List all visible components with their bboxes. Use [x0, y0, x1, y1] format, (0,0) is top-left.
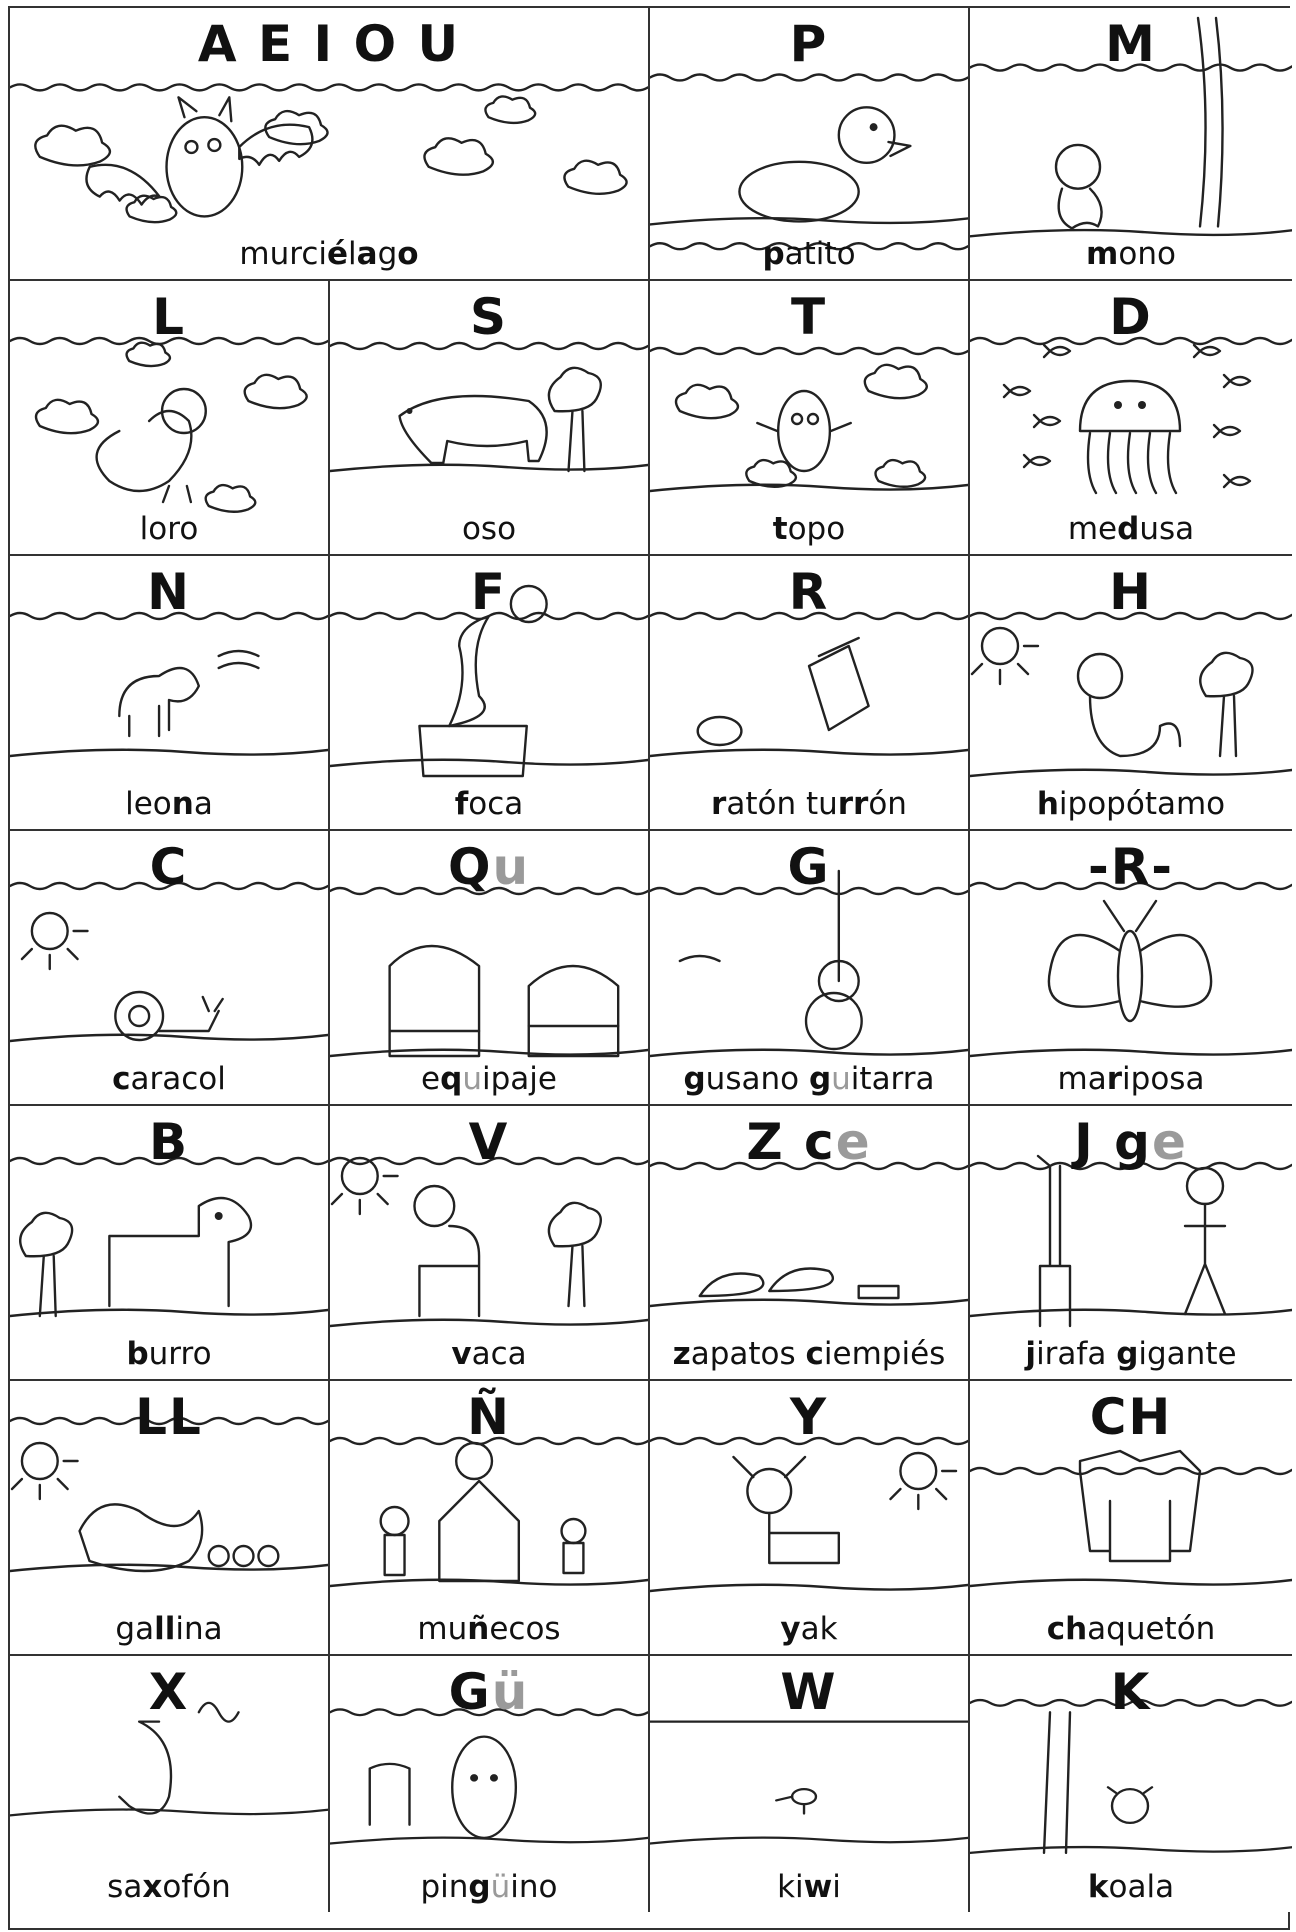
- letter-part: -R-: [1087, 838, 1174, 896]
- letter-part: V: [468, 1113, 510, 1171]
- card-enye: [330, 1381, 650, 1656]
- word-part: iempiés: [823, 1336, 946, 1372]
- letter-heading: [970, 1664, 1292, 1720]
- word-part: ino: [510, 1869, 558, 1905]
- letter-heading: [330, 289, 648, 345]
- letter-heading: [330, 1114, 648, 1170]
- word-part: rr: [837, 786, 869, 822]
- example-word: [10, 235, 648, 273]
- word-part: pin: [420, 1869, 469, 1905]
- letter-part: e: [835, 1113, 872, 1171]
- word-part: x: [142, 1869, 163, 1905]
- word-part: ch: [1046, 1611, 1088, 1647]
- card-b: [10, 1106, 330, 1381]
- card-ch: [970, 1381, 1292, 1656]
- card-qu: [330, 831, 650, 1106]
- word-part: usa: [1139, 511, 1195, 547]
- word-part: ón: [868, 786, 907, 822]
- letter-heading: [10, 1389, 328, 1445]
- letter-part: e: [1151, 1113, 1188, 1171]
- letter-heading: [650, 289, 968, 345]
- word-part: a: [193, 786, 213, 822]
- card-w: [650, 1656, 970, 1912]
- word-part: b: [126, 1336, 149, 1372]
- example-word: [10, 1610, 328, 1648]
- word-part: k: [1087, 1869, 1109, 1905]
- letter-part: Q: [447, 838, 493, 896]
- word-part: ga: [115, 1611, 155, 1647]
- letter-part: G: [448, 1663, 492, 1721]
- card-c: [10, 831, 330, 1106]
- word-part: oala: [1108, 1869, 1175, 1905]
- word-part: usano: [705, 1061, 809, 1097]
- word-part: r: [1106, 1061, 1123, 1097]
- word-part: f: [454, 786, 469, 822]
- letter-part: R: [788, 563, 830, 621]
- letter-heading: [970, 839, 1292, 895]
- example-word: [970, 1610, 1292, 1648]
- example-word: [650, 1335, 968, 1373]
- letter-part: W: [780, 1663, 838, 1721]
- card-l: [10, 281, 330, 556]
- word-part: e: [421, 1061, 441, 1097]
- card-n: [10, 556, 330, 831]
- letter-heading: [330, 839, 648, 895]
- letter-part: H: [1109, 563, 1153, 621]
- letter-heading: [10, 1114, 328, 1170]
- letter-part: S: [469, 288, 508, 346]
- example-word: [970, 510, 1292, 548]
- word-part: y: [780, 1611, 801, 1647]
- example-word: [970, 1335, 1292, 1373]
- card-vowels: [10, 8, 650, 281]
- letter-heading: [650, 1664, 968, 1720]
- example-word: [330, 1060, 648, 1098]
- letter-heading: [330, 1664, 648, 1720]
- example-word: [330, 1868, 648, 1906]
- word-part: l: [348, 236, 357, 272]
- word-part: aquetón: [1087, 1611, 1216, 1647]
- letter-part: u: [492, 838, 531, 896]
- word-part: aracol: [130, 1061, 226, 1097]
- word-part: ofón: [162, 1869, 231, 1905]
- word-part: atón tu: [726, 786, 838, 822]
- alphabet-sheet: [8, 6, 1290, 1930]
- letter-heading: [650, 16, 968, 72]
- card-ll: [10, 1381, 330, 1656]
- word-part: ak: [800, 1611, 838, 1647]
- card-v: [330, 1106, 650, 1381]
- word-part: z: [672, 1336, 691, 1372]
- word-part: oca: [468, 786, 524, 822]
- word-part: g: [468, 1869, 491, 1905]
- word-part: atito: [784, 236, 856, 272]
- word-part: a: [356, 236, 378, 272]
- letter-part: K: [1110, 1663, 1152, 1721]
- word-part: apatos: [690, 1336, 806, 1372]
- card-g: [650, 831, 970, 1106]
- example-word: [10, 1868, 328, 1906]
- letter-heading: [970, 564, 1292, 620]
- letter-part: N: [147, 563, 191, 621]
- letter-part: G: [787, 838, 831, 896]
- letter-part: L: [152, 288, 186, 346]
- word-part: ina: [175, 1611, 223, 1647]
- word-part: g: [808, 1061, 832, 1097]
- letter-heading: [970, 16, 1292, 72]
- example-word: [650, 1610, 968, 1648]
- word-part: ipopótamo: [1058, 786, 1226, 822]
- word-part: opo: [787, 511, 846, 547]
- example-word: [970, 1868, 1292, 1906]
- word-part: urro: [148, 1336, 212, 1372]
- letter-heading: [650, 564, 968, 620]
- letter-part: D: [1109, 288, 1153, 346]
- word-part: g: [683, 1061, 706, 1097]
- letter-part: Z c: [746, 1113, 836, 1171]
- word-part: é: [327, 236, 349, 272]
- letter-part: CH: [1089, 1388, 1173, 1446]
- letter-part: LL: [135, 1388, 203, 1446]
- letter-part: X: [148, 1663, 190, 1721]
- word-part: sa: [107, 1869, 143, 1905]
- example-word: [10, 510, 328, 548]
- word-part: v: [451, 1336, 472, 1372]
- example-word: [330, 785, 648, 823]
- card-y: [650, 1381, 970, 1656]
- word-part: i: [832, 1869, 841, 1905]
- letter-part: P: [789, 15, 829, 73]
- word-part: n: [171, 786, 194, 822]
- word-part: igante: [1138, 1336, 1237, 1372]
- word-part: m: [1086, 236, 1119, 272]
- example-word: [970, 235, 1292, 273]
- word-part: ono: [1118, 236, 1176, 272]
- word-part: ipaje: [481, 1061, 557, 1097]
- card-j-ge: [970, 1106, 1292, 1381]
- example-word: [10, 1335, 328, 1373]
- word-part: ma: [1057, 1061, 1107, 1097]
- word-part: ll: [154, 1611, 176, 1647]
- word-part: ki: [777, 1869, 804, 1905]
- example-word: [330, 1610, 648, 1648]
- word-part: c: [805, 1336, 824, 1372]
- example-word: [10, 1060, 328, 1098]
- letter-part: B: [148, 1113, 190, 1171]
- card-z-ce: [650, 1106, 970, 1381]
- example-word: [650, 510, 968, 548]
- letter-heading: [10, 16, 648, 72]
- example-word: [650, 785, 968, 823]
- word-part: p: [762, 236, 785, 272]
- word-part: mu: [417, 1611, 468, 1647]
- letter-part: ü: [491, 1663, 530, 1721]
- word-part: ecos: [489, 1611, 561, 1647]
- word-part: r: [711, 786, 727, 822]
- card-p: [650, 8, 970, 281]
- letter-heading: [330, 564, 648, 620]
- letter-part: Ñ: [467, 1388, 511, 1446]
- word-part: r: [167, 511, 180, 547]
- card-k: [970, 1656, 1292, 1912]
- letter-heading: [650, 839, 968, 895]
- example-word: [970, 785, 1292, 823]
- word-part: d: [1117, 511, 1140, 547]
- letter-heading: [650, 1389, 968, 1445]
- letter-heading: [10, 564, 328, 620]
- word-part: t: [772, 511, 788, 547]
- letter-part: Y: [789, 1388, 829, 1446]
- card-x: [10, 1656, 330, 1912]
- word-part: irafa: [1036, 1336, 1117, 1372]
- letter-part: T: [790, 288, 828, 346]
- word-part: itarra: [850, 1061, 935, 1097]
- word-part: o: [179, 511, 199, 547]
- word-part: c: [112, 1061, 131, 1097]
- word-part: q: [440, 1061, 463, 1097]
- example-word: [970, 1060, 1292, 1098]
- example-word: [10, 785, 328, 823]
- letter-heading: [10, 289, 328, 345]
- example-word: [650, 1868, 968, 1906]
- word-part: g: [1116, 1336, 1139, 1372]
- example-word: [650, 1060, 968, 1098]
- word-part: j: [1025, 1336, 1037, 1372]
- letter-part: C: [149, 838, 189, 896]
- card-m: [970, 8, 1292, 281]
- letter-part: F: [470, 563, 508, 621]
- card-t: [650, 281, 970, 556]
- word-part: g: [377, 236, 398, 272]
- word-part: leo: [125, 786, 172, 822]
- word-part: ñ: [467, 1611, 490, 1647]
- example-word: [330, 1335, 648, 1373]
- letter-heading: [10, 839, 328, 895]
- card-f: [330, 556, 650, 831]
- letter-heading: [970, 289, 1292, 345]
- card-h: [970, 556, 1292, 831]
- example-word: [650, 235, 968, 273]
- word-part: murci: [239, 236, 327, 272]
- letter-part: M: [1105, 15, 1157, 73]
- card-r: [650, 556, 970, 831]
- letter-heading: [970, 1114, 1292, 1170]
- card-r-soft: [970, 831, 1292, 1106]
- card-gu-dier: [330, 1656, 650, 1912]
- letter-heading: [330, 1389, 648, 1445]
- word-part: lo: [139, 511, 168, 547]
- word-part: w: [803, 1869, 833, 1905]
- word-part: u: [462, 1061, 482, 1097]
- word-part: oso: [461, 511, 517, 547]
- letter-part: A E I O U: [197, 15, 461, 73]
- example-word: [330, 510, 648, 548]
- word-part: iposa: [1122, 1061, 1205, 1097]
- letter-heading: [970, 1389, 1292, 1445]
- letter-part: J g: [1074, 1113, 1152, 1171]
- word-part: me: [1067, 511, 1118, 547]
- card-d: [970, 281, 1292, 556]
- card-s: [330, 281, 650, 556]
- word-part: o: [397, 236, 419, 272]
- letter-heading: [10, 1664, 328, 1720]
- letter-heading: [650, 1114, 968, 1170]
- word-part: h: [1036, 786, 1059, 822]
- word-part: aca: [471, 1336, 527, 1372]
- word-part: ü: [490, 1869, 511, 1905]
- word-part: u: [831, 1061, 851, 1097]
